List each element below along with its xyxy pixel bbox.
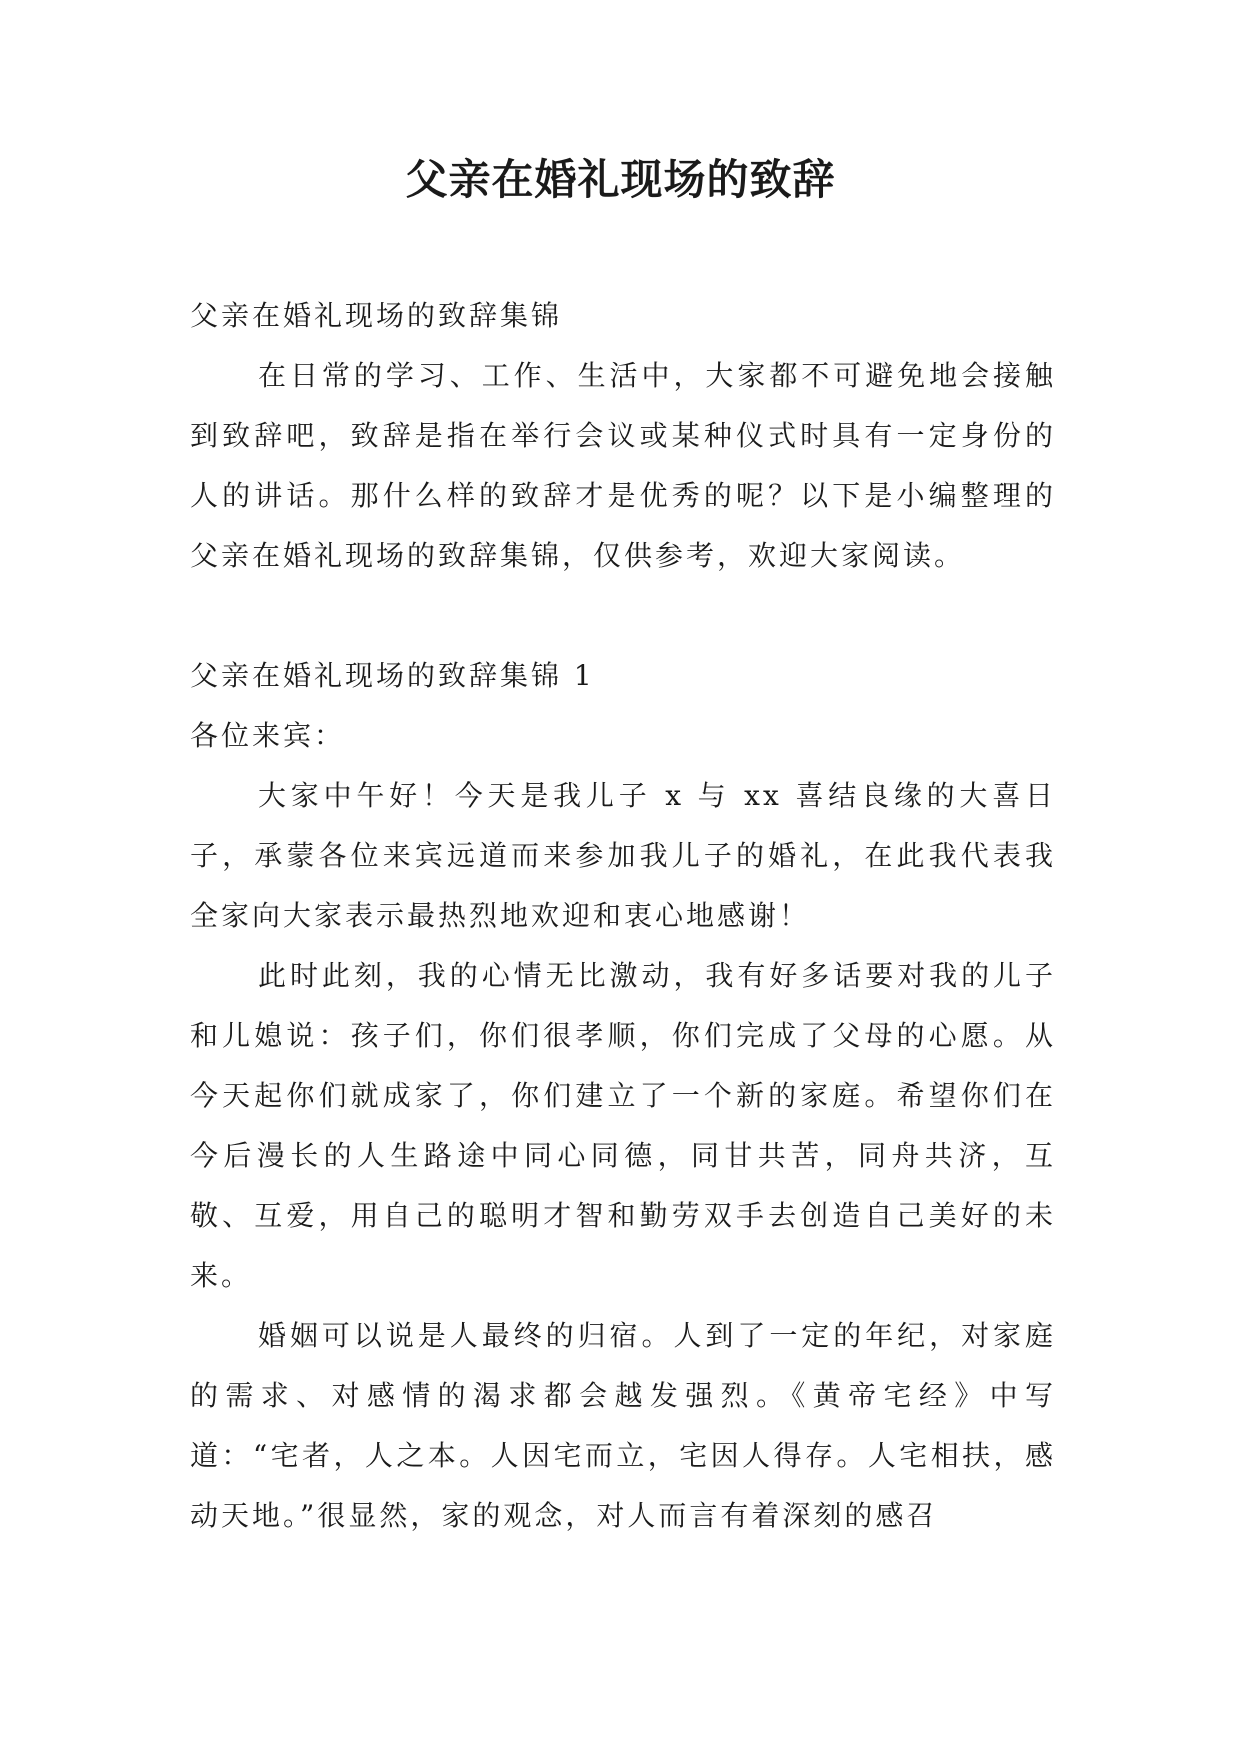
salutation: 各位来宾：	[190, 719, 346, 752]
intro-paragraph: 在日常的学习、工作、生活中，大家都不可避免地会接触到致辞吧，致辞是指在举行会议或某种仪式时具有一定身份的人的讲话。那什么样的致辞才是优秀的呢？以下是小编整理的父亲在婚礼现场的致辞集锦，仅供参考，欢迎大家阅读。	[190, 359, 1056, 572]
body-paragraph: 大家中午好！今天是我儿子 x 与 xx 喜结良缘的大喜日子，承蒙各位来宾远道而来参加我儿子的婚礼，在此我代表我全家向大家表示最热烈地欢迎和衷心地感谢！	[190, 779, 1056, 932]
document-body	[190, 286, 1056, 1546]
section-heading: 父亲在婚礼现场的致辞集锦 1	[190, 659, 595, 692]
paragraph-spacer	[190, 586, 1056, 646]
body-paragraph: 婚姻可以说是人最终的归宿。人到了一定的年纪，对家庭的需求、对感情的渴求都会越发强烈。《黄帝宅经》中写道：“宅者，人之本。人因宅而立，宅因人得存。人宅相扶，感动天地。”很显然，家的观念，对人而言有着深刻的感召	[190, 1319, 1056, 1532]
subtitle: 父亲在婚礼现场的致辞集锦	[190, 299, 563, 332]
body-paragraph: 此时此刻，我的心情无比激动，我有好多话要对我的儿子和儿媳说：孩子们，你们很孝顺，你们完成了父母的心愿。从今天起你们就成家了，你们建立了一个新的家庭。希望你们在今后漫长的人生路途中同心同德，同甘共苦，同舟共济，互敬、互爱，用自己的聪明才智和勤劳双手去创造自己美好的未来。	[190, 959, 1056, 1292]
document-title: 父亲在婚礼现场的致辞	[405, 155, 836, 204]
